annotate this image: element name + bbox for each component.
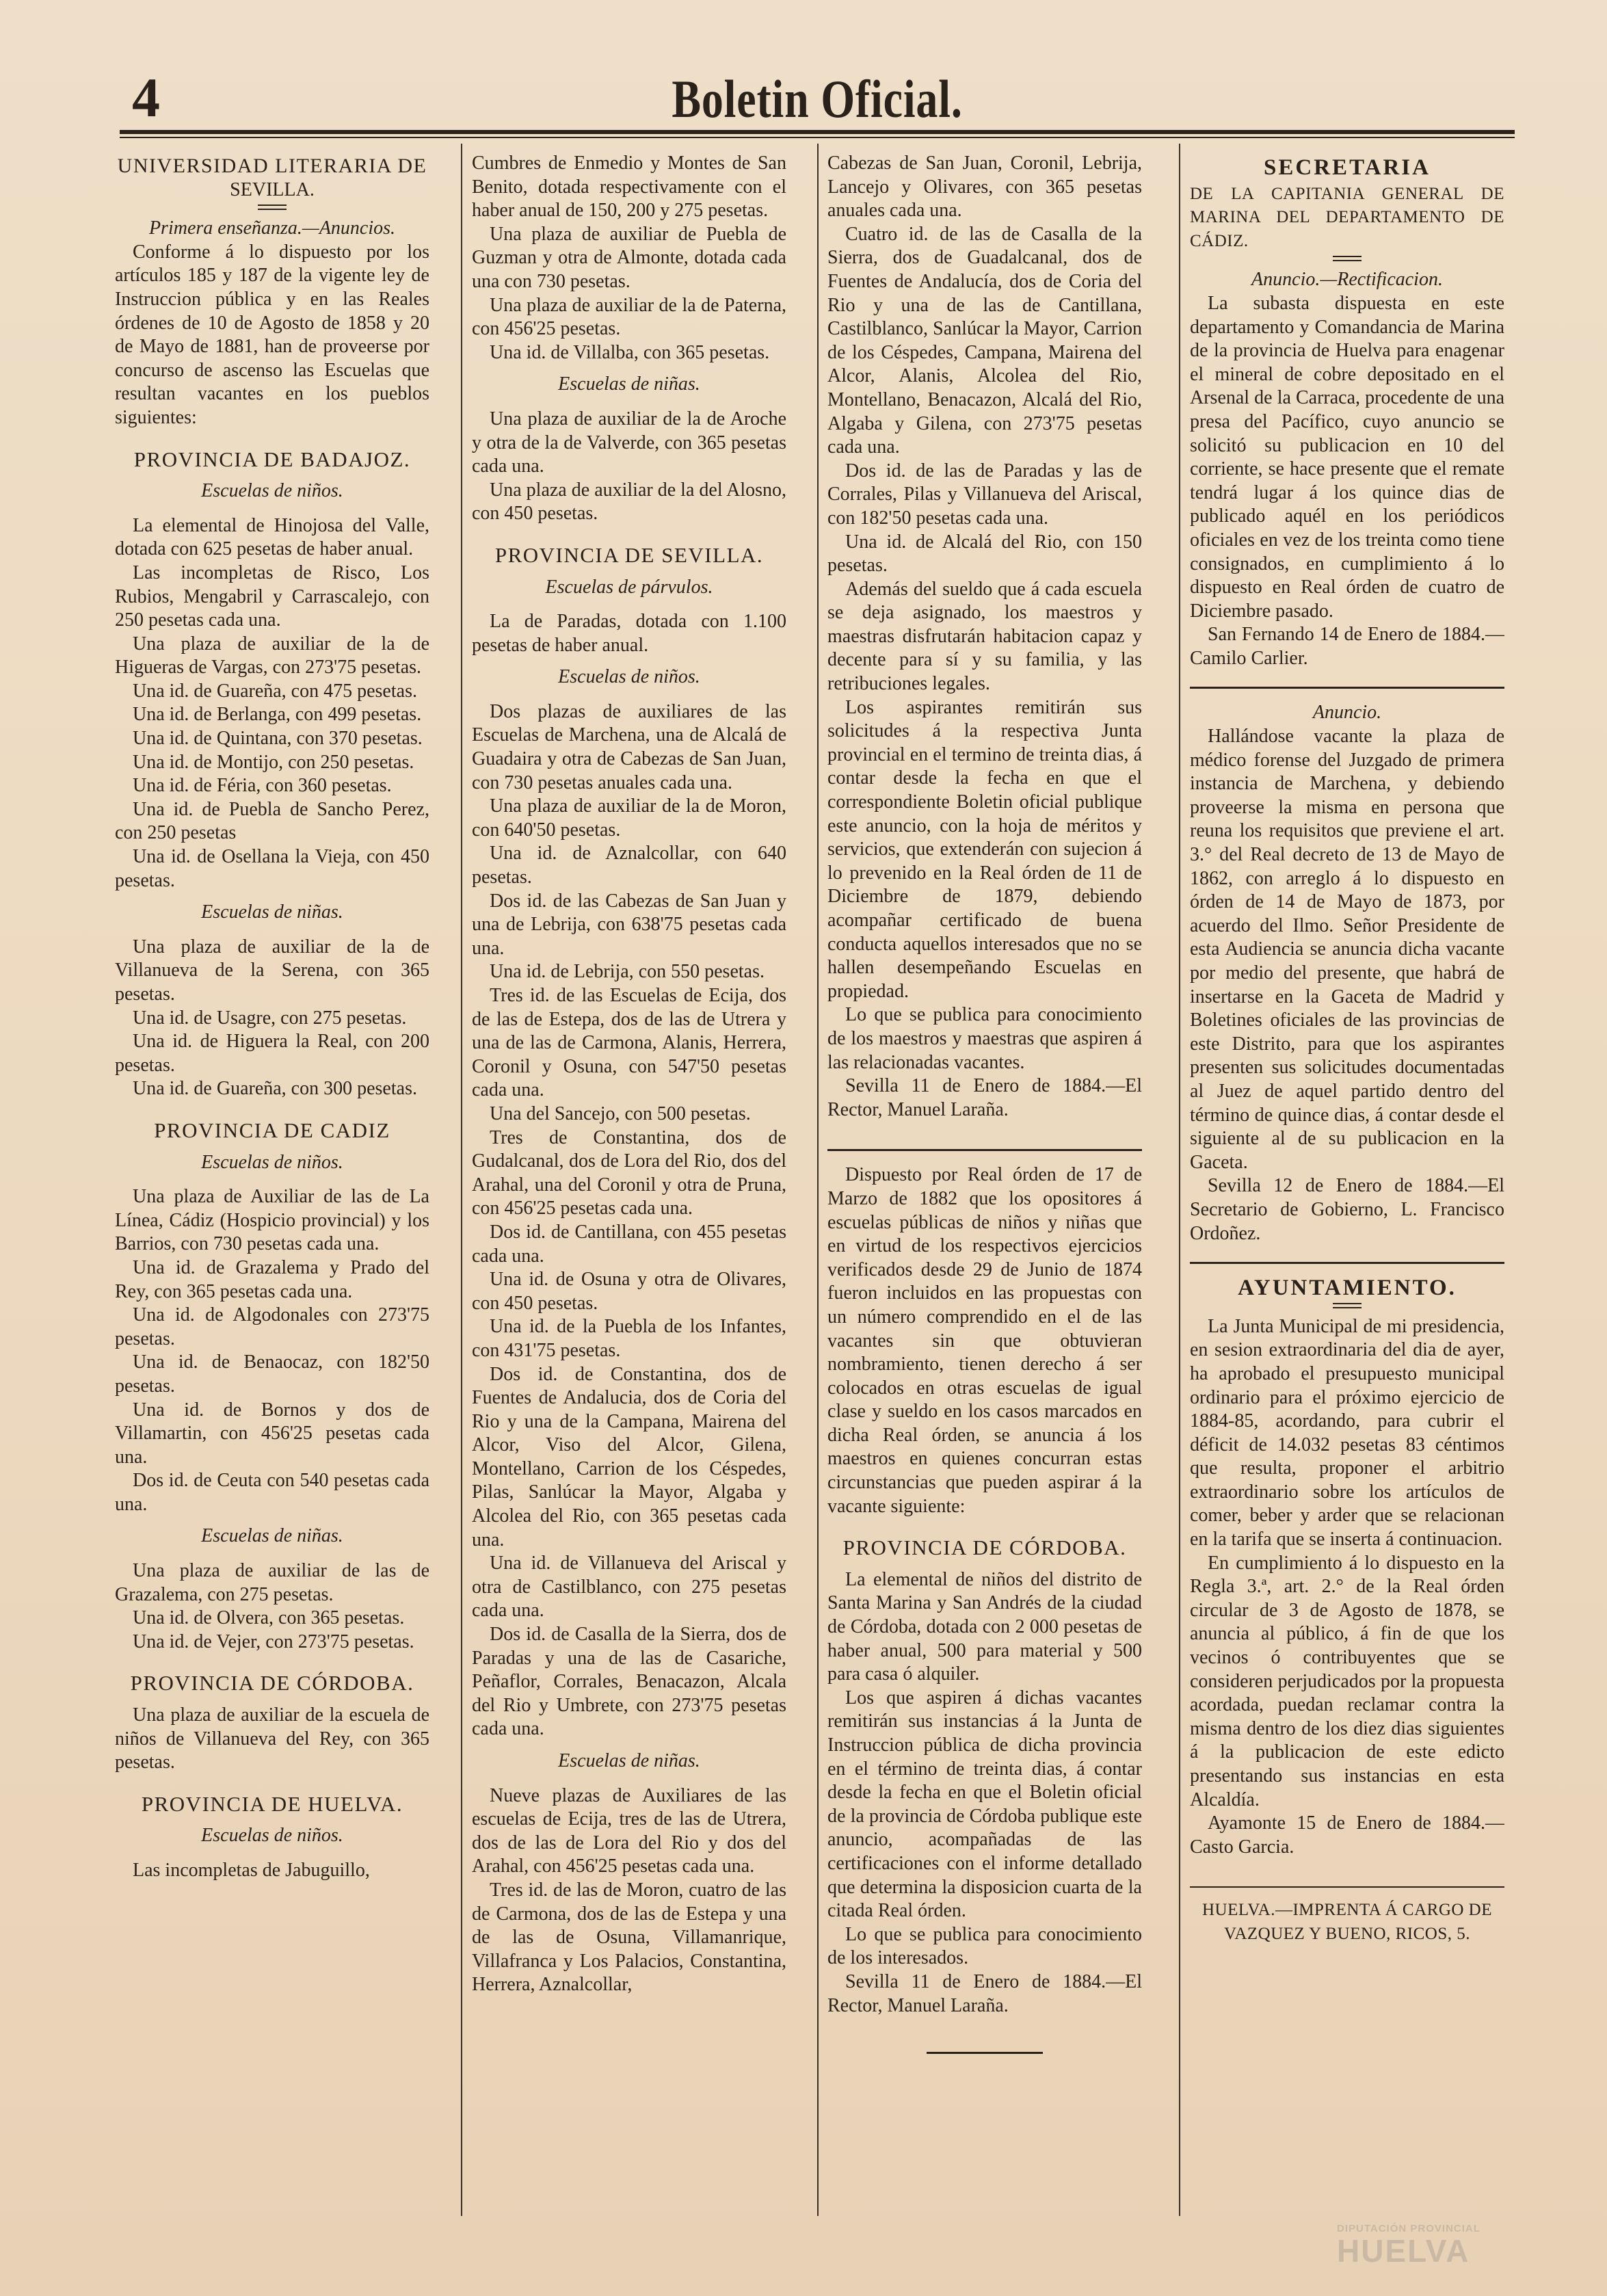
ayuntamiento-heading: AYUNTAMIENTO.: [1238, 1276, 1457, 1301]
intro-paragraph: Conforme á lo dispuesto por los artículos 185 y 187 de la vigente ley de Instruccion pública y en las Reales órdenes de 10 de Agosto de 1858 y 20 de Mayo de 1881, han de proveerse por concurso de ascenso las Escuelas que resultan vacantes en los pueblos siguientes:: [115, 241, 429, 428]
list-item: Una id. de Montijo, con 250 pesetas.: [133, 751, 414, 773]
section-rule: [827, 1149, 1142, 1151]
section-rule: [1190, 1262, 1504, 1264]
column-divider: [817, 144, 819, 2216]
list-item: Dos id. de las de Paradas y las de Corrales, Pilas y Villanueva del Ariscal, con 182'50 pesetas cada una.: [827, 460, 1142, 529]
notice-intro: Dispuesto por Real órden de 17 de Marzo de 1882 que los opositores á escuelas públicas de niños y niñas que en virtud de los respectivos ejercicios verificados desde 29 de Junio de 1874 fueron incluidos en las propuestas con un número comprendido en el de las vacantes sin que obtuvieran nombramiento, tienen derecho á ser colocados en otras escuelas de igual clase y sueldo en los casos marcados en dicha Real órden, se anuncia á los maestros en quienes concurran estas circunstancias que pueden aspirar á la vacante siguiente:: [827, 1164, 1142, 1517]
list-item: Dos id. de Ceuta con 540 pesetas cada una.: [115, 1470, 429, 1515]
list-item: Una plaza de auxiliar de la de Higueras de Vargas, con 273'75 pesetas.: [115, 633, 429, 678]
column-divider: [461, 144, 462, 2216]
list-item: Nueve plazas de Auxiliares de las escuelas de Ecija, tres de las de Utrera, dos de las de Lora del Rio y dos del Arahal, con 456'25 pesetas cada una.: [472, 1784, 786, 1877]
list-item: La de Paradas, dotada con 1.100 pesetas de haber anual.: [472, 611, 786, 656]
list-item: Las incompletas de Risco, Los Rubios, Mengabril y Carrascalejo, con 250 pesetas cada una.: [115, 562, 429, 631]
list-item: Dos plazas de auxiliares de las Escuelas de Marchena, una de Alcalá de Guadaira y otra de Cabezas de San Juan, con 730 pesetas anuales cada una.: [472, 700, 786, 793]
body-paragraph: Hallándose vacante la plaza de médico forense del Juzgado de primera instancia de Marchena, y debiendo proveerse la misma en persona que reuna los requisitos que previene el art. 3.° del Real decreto de 13 de Mayo de 1862, con arreglo á lo dispuesto en órden de 14 de Mayo de 1873, por acuerdo del Ilmo. Señor Presidente de esta Audiencia se anuncia dicha vacante por medio del presente, que habrá de insertarse en la Gaceta de Madrid y Boletines oficiales de las provincias de este Distrito, para que los aspirantes presenten sus solicitudes documentadas al Juez de aquel partido dentro del término de quince dias, á contar desde el siguiente al de su publicacion en la Gaceta.: [1190, 726, 1504, 1173]
list-item: Una id. de Olvera, con 365 pesetas.: [133, 1607, 405, 1629]
province-heading-cadiz: PROVINCIA DE CADIZ: [154, 1118, 390, 1142]
watermark-top: DIPUTACIÓN PROVINCIAL: [1337, 2223, 1480, 2234]
body-paragraph: Lo que se publica para conocimiento de los maestros y maestras que aspiren á las relacionadas vacantes.: [827, 1004, 1142, 1073]
list-item: Una id. de Féria, con 360 pesetas.: [133, 775, 392, 797]
list-item: Una id. de Grazalema y Prado del Rey, con 365 pesetas cada una.: [115, 1256, 429, 1302]
list-item: Una plaza de auxiliar de las de Grazalema, con 275 pesetas.: [115, 1560, 429, 1605]
watermark-bottom: HUELVA: [1337, 2233, 1470, 2269]
section-subheading: Escuelas de niños.: [201, 1825, 343, 1847]
list-item: Una id. de Guareña, con 475 pesetas.: [133, 680, 417, 702]
signature-line: San Fernando 14 de Enero de 1884.—Camilo Carlier.: [1190, 624, 1504, 669]
masthead-rule: [120, 130, 1515, 134]
list-item: Dos id. de las Cabezas de San Juan y una de Lebrija, con 638'75 pesetas cada una.: [472, 890, 786, 959]
list-item: Una id. de Algodonales con 273'75 pesetas.: [115, 1304, 429, 1349]
province-heading-cordoba: PROVINCIA DE CÓRDOBA.: [130, 1671, 414, 1695]
secretaria-subheading: DE LA CAPITANIA GENERAL DE MARINA DEL DEPARTAMENTO DE CÁDIZ.: [1190, 184, 1504, 250]
province-heading-badajoz: PROVINCIA DE BADAJOZ.: [133, 447, 411, 471]
masthead-rule-thin: [120, 137, 1515, 138]
section-rule: [1190, 1886, 1504, 1888]
list-item: Una plaza de auxiliar de Puebla de Guzman y otra de Almonte, dotada cada una con 730 pesetas.: [472, 223, 786, 292]
list-item: Una plaza de auxiliar de la del Alosno, con 450 pesetas.: [472, 479, 786, 525]
list-item: Una id. de Guareña, con 300 pesetas.: [133, 1078, 417, 1100]
signature-line: Sevilla 11 de Enero de 1884.—El Rector, Manuel Laraña.: [827, 1075, 1142, 1120]
province-heading-cordoba: PROVINCIA DE CÓRDOBA.: [842, 1535, 1127, 1560]
list-item: Una id. de Villalba, con 365 pesetas.: [490, 341, 770, 363]
list-item: Una id. de Bornos y dos de Villamartin, con 456'25 pesetas cada una.: [115, 1399, 429, 1468]
university-title: UNIVERSIDAD LITERARIA DE: [117, 155, 427, 177]
body-paragraph: Los que aspiren á dichas vacantes remitirán sus instancias á la Junta de Instruccion pública de dicha provincia en el término de treinta dias, á contar desde la fecha en que el Boletin oficial de la provincia de Córdoba publique este anuncio, acompañadas de las certificaciones con el informe detallado que determina la disposicion cuarta de la citada Real órden.: [827, 1687, 1142, 1922]
ornament-rule: [258, 204, 287, 210]
body-paragraph: Además del sueldo que á cada escuela se deja asignado, los maestros y maestras disfrutarán habitacion capaz y decente para sí y su familia, y las retribuciones legales.: [827, 578, 1142, 695]
signature-line: Ayamonte 15 de Enero de 1884.—Casto Garcia.: [1190, 1812, 1504, 1858]
list-item: Una id. de Alcalá del Rio, con 150 pesetas.: [827, 531, 1142, 577]
ornament-rule: [1333, 1303, 1362, 1308]
list-item: Una id. de Osuna y otra de Olivares, con 450 pesetas.: [472, 1269, 786, 1314]
province-heading-sevilla: PROVINCIA DE SEVILLA.: [494, 542, 764, 567]
body-paragraph: La subasta dispuesta en este departamento y Comandancia de Marina de la provincia de Huelva para enagenar el mineral de cobre depositado en el Arsenal de la Carraca, procedente de una presa del Pacífico, cuyo anuncio se solicitó su publicacion en 10 del corriente, se hace presente que el remate tendrá lugar á los quince dias de publicado aquél en los periódicos oficiales en vez de los treinta como tiene consignados, en cumplimiento á lo dispuesto en Real órden de cuatro de Diciembre pasado.: [1190, 292, 1504, 622]
list-item: Una id. de Benaocaz, con 182'50 pesetas.: [115, 1351, 429, 1397]
list-item: Una id. de Usagre, con 275 pesetas.: [133, 1007, 407, 1029]
list-item: Dos id. de Cantillana, con 455 pesetas cada una.: [472, 1221, 786, 1267]
section-subheading: Escuelas de niñas.: [558, 373, 700, 395]
list-item: Una id. de Villanueva del Ariscal y otra de Castilblanco, con 275 pesetas cada una.: [472, 1553, 786, 1622]
section-subheading: Escuelas de niños.: [201, 480, 343, 502]
page-number: 4: [132, 66, 160, 129]
body-paragraph: Los aspirantes remitirán sus solicitudes á la respectiva Junta provincial en el termino de treinta dias, á contar desde la fecha en que el correspondiente Boletin oficial publique este anuncio, con la hoja de méritos y servicios, que extenderán con sujecion á lo prevenido en la Real órden de 11 de Diciembre de 1879, debiendo acompañar certificado de buena conducta aquellos interesados que no se hallen desempeñando Escuelas en propiedad.: [827, 696, 1142, 1002]
list-item: Una id. de Aznalcollar, con 640 pesetas.: [472, 843, 786, 888]
end-rule: [927, 2052, 1043, 2054]
province-heading-huelva: PROVINCIA DE HUELVA.: [141, 1791, 403, 1816]
list-item: Una id. de Puebla de Sancho Perez, con 250 pesetas: [115, 798, 429, 844]
list-item: Una plaza de auxiliar de la de Moron, con 640'50 pesetas.: [472, 795, 786, 841]
column-divider: [1179, 144, 1180, 2216]
ornament-rule: [1333, 256, 1362, 261]
list-item: Una id. de Vejer, con 273'75 pesetas.: [133, 1631, 414, 1652]
column-3: [827, 152, 1142, 2211]
body-paragraph: La Junta Municipal de mi presidencia, en sesion extraordinaria del dia de ayer, ha aprobado el presupuesto municipal ordinario para el próximo ejercicio de 1884-85, acordando, para cubrir el déficit de 14.032 pesetas 83 céntimos que resulta, proponer el arbitrio extraordinario sobre los artículos de comer, beber y arder que se relacionan en la tarifa que se inserta á continuacion.: [1190, 1315, 1504, 1551]
signature-line: Sevilla 12 de Enero de 1884.—El Secretario de Gobierno, L. Francisco Ordoñez.: [1190, 1175, 1504, 1244]
archive-watermark: [1337, 2223, 1535, 2278]
list-item: Una del Sancejo, con 500 pesetas.: [490, 1103, 751, 1124]
secretaria-heading: SECRETARIA: [1264, 155, 1431, 180]
university-city: SEVILLA.: [230, 179, 315, 200]
body-paragraph: Lo que se publica para conocimiento de los interesados.: [827, 1923, 1142, 1969]
section-subheading: Escuelas de niñas.: [558, 1750, 700, 1771]
list-item: Una id. de Quintana, con 370 pesetas.: [133, 728, 423, 750]
list-item: Una id. de Lebrija, con 550 pesetas.: [490, 961, 765, 983]
column-4: [1190, 152, 1504, 2211]
printer-imprint: HUELVA.—IMPRENTA Á CARGO DE VAZQUEZ Y BUENO, RICOS, 5.: [1201, 1901, 1493, 1943]
list-item: Cumbres de Enmedio y Montes de San Benito, dotada respectivamente con el haber anual de 150, 200 y 275 pesetas.: [472, 153, 786, 222]
list-item: Una plaza de auxiliar de la de Paterna, con 456'25 pesetas.: [472, 294, 786, 340]
body-paragraph: En cumplimiento á lo dispuesto en la Regla 3.ª, art. 2.° de la Real órden circular de 3 de Agosto de 1878, se anuncia al público, á fin de que los vecinos ó contribuyentes que se consideren perjudicados por la propuesta acordada, puedan reclamar contra la misma dentro de los diez dias siguientes á la publicacion de este edicto presentando sus instancias en esta Alcaldía.: [1190, 1552, 1504, 1810]
section-subheading: Escuelas de niñas.: [201, 901, 343, 923]
notice-label: Anuncio.—Rectificacion.: [1251, 269, 1443, 291]
list-item: Cuatro id. de las de Casalla de la Sierra, dos de Guadalcanal, dos de Fuentes de Andalucía, dos de Coria del Rio y una de las de Cantillana, Castilblanco, Sanlúcar la Mayor, Carrion de los Céspedes, Campana, Mairena del Alcor, Alanis, Alcolea del Rio, Montellano, Benacazon, Alcalá del Rio, Algaba y Gilena, con 273'75 pesetas cada una.: [827, 223, 1142, 458]
list-item: Dos id. de Constantina, dos de Fuentes de Andalucia, dos de Coria del Rio y una de la Campana, Mairena del Alcor, Viso del Alcor, Gilena, Montellano, Carrion de los Céspedes, Pilas, Sanlúcar la Mayor, Algaba y Alcolea del Rio, con 365 pesetas cada una.: [472, 1363, 786, 1551]
list-item: Tres de Constantina, dos de Gudalcanal, dos de Lora del Rio, dos del Arahal, una del Coronil y otra de Pruna, con 456'25 pesetas cada una.: [472, 1126, 786, 1219]
section-label: Primera enseñanza.—Anuncios.: [148, 217, 396, 239]
section-subheading: Escuelas de niñas.: [201, 1525, 343, 1547]
section-subheading: Escuelas de párvulos.: [545, 576, 713, 598]
body-paragraph: La elemental de niños del distrito de Santa Marina y San Andrés de la ciudad de Córdoba, dotada con 2 000 pesetas de haber anual, 500 para material y 500 para casa ó alquiler.: [827, 1568, 1142, 1685]
section-subheading: Escuelas de niños.: [201, 1151, 343, 1173]
list-item: Cabezas de San Juan, Coronil, Lebrija, Lancejo y Olivares, con 365 pesetas anuales cada una.: [827, 153, 1142, 222]
list-item: Tres id. de las Escuelas de Ecija, dos de las de Estepa, dos de las de Utrera y una de las de Carmona, Alanis, Herrera, Coronil y Osuna, con 547'50 pesetas cada una.: [472, 985, 786, 1101]
column-1: [115, 152, 429, 2211]
list-item: Una id. de la Puebla de los Infantes, con 431'75 pesetas.: [472, 1316, 786, 1361]
list-item: Tres id. de las de Moron, cuatro de las de Carmona, dos de las de Estepa y una de las de Osuna, Villamanrique, Villafranca y Los Palacios, Constantina, Herrera, Aznalcollar,: [472, 1879, 786, 1996]
list-item: Una id. de Berlanga, con 499 pesetas.: [133, 704, 422, 726]
list-item: Una plaza de auxiliar de la escuela de niños de Villanueva del Rey, con 365 pesetas.: [115, 1704, 429, 1773]
masthead: [120, 53, 1515, 129]
column-2: [472, 152, 786, 2211]
list-item: Una plaza de auxiliar de la de Aroche y otra de la de Valverde, con 365 pesetas cada una.: [472, 408, 786, 477]
section-subheading: Escuelas de niños.: [558, 666, 700, 688]
signature-line: Sevilla 11 de Enero de 1884.—El Rector, Manuel Laraña.: [827, 1970, 1142, 2016]
list-item: Las incompletas de Jabuguillo,: [133, 1860, 370, 1881]
list-item: Una id. de Higuera la Real, con 200 pesetas.: [115, 1031, 429, 1076]
list-item: Una id. de Osellana la Vieja, con 450 pesetas.: [115, 846, 429, 891]
newspaper-title: Boletin Oficial.: [672, 69, 963, 129]
section-rule: [1190, 687, 1504, 689]
list-item: Una plaza de auxiliar de la de Villanueva de la Serena, con 365 pesetas.: [115, 936, 429, 1005]
list-item: Una plaza de Auxiliar de las de La Línea, Cádiz (Hospicio provincial) y los Barrios, con 730 pesetas cada una.: [115, 1186, 429, 1255]
list-item: La elemental de Hinojosa del Valle, dotada con 625 pesetas de haber anual.: [115, 514, 429, 560]
list-item: Dos id. de Casalla de la Sierra, dos de Paradas y una de las de Casariche, Peñaflor, Corrales, Benacazon, Alcala del Rio y Umbrete, con 273'75 pesetas cada una.: [472, 1624, 786, 1740]
notice-label: Anuncio.: [1312, 702, 1382, 724]
